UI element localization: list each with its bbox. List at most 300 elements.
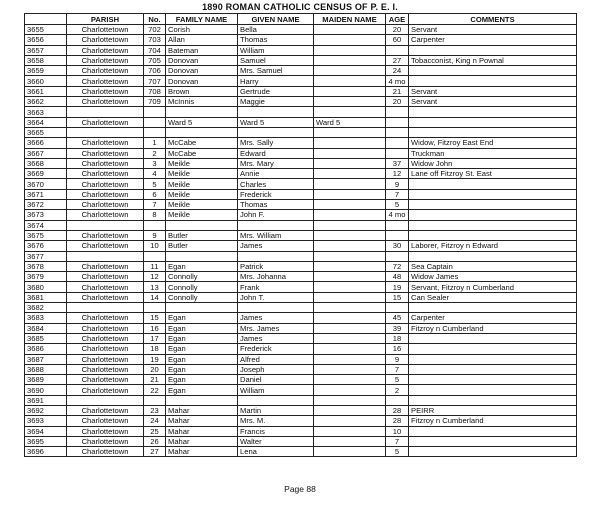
- cell-comments: [409, 385, 577, 395]
- cell-comments: Fitzroy n Cumberland: [409, 323, 577, 333]
- table-row: [25, 127, 577, 137]
- cell-maiden-name: [314, 323, 386, 333]
- table-row: [25, 76, 577, 86]
- page-title: 1890 ROMAN CATHOLIC CENSUS OF P. E. I.: [202, 2, 398, 12]
- cell-parish: Charlottetown: [67, 189, 144, 199]
- column-header-number: No.: [144, 14, 166, 25]
- cell-age: 7: [386, 364, 409, 374]
- cell-record-number: 3666: [25, 138, 67, 148]
- cell-maiden-name: [314, 220, 386, 230]
- table-row: [25, 364, 577, 374]
- cell-maiden-name: [314, 447, 386, 457]
- cell-age: [386, 138, 409, 148]
- cell-age: 37: [386, 158, 409, 168]
- cell-household-number: 705: [144, 55, 166, 65]
- cell-household-number: 3: [144, 158, 166, 168]
- cell-comments: [409, 220, 577, 230]
- cell-maiden-name: [314, 45, 386, 55]
- cell-age: [386, 127, 409, 137]
- cell-household-number: 15: [144, 313, 166, 323]
- column-header-age: AGE: [386, 14, 409, 25]
- table-row: [25, 272, 577, 282]
- cell-record-number: 3656: [25, 35, 67, 45]
- table-row: [25, 261, 577, 271]
- cell-parish: Charlottetown: [67, 344, 144, 354]
- cell-maiden-name: [314, 55, 386, 65]
- cell-comments: Widow John: [409, 158, 577, 168]
- cell-age: 21: [386, 86, 409, 96]
- cell-parish: Charlottetown: [67, 158, 144, 168]
- cell-given-name: Harry: [238, 76, 314, 86]
- column-header-maiden-name: MAIDEN NAME: [314, 14, 386, 25]
- cell-maiden-name: [314, 292, 386, 302]
- cell-comments: Servant: [409, 25, 577, 35]
- census-table: [24, 13, 577, 457]
- cell-household-number: 22: [144, 385, 166, 395]
- cell-maiden-name: [314, 261, 386, 271]
- cell-age: [386, 148, 409, 158]
- cell-age: 60: [386, 35, 409, 45]
- cell-given-name: James: [238, 241, 314, 251]
- table-row: [25, 210, 577, 220]
- cell-record-number: 3692: [25, 405, 67, 415]
- cell-household-number: 23: [144, 405, 166, 415]
- cell-maiden-name: [314, 416, 386, 426]
- cell-household-number: 17: [144, 333, 166, 343]
- cell-record-number: 3659: [25, 66, 67, 76]
- cell-comments: Can Sealer: [409, 292, 577, 302]
- cell-age: [386, 395, 409, 405]
- cell-family-name: Egan: [166, 364, 238, 374]
- cell-family-name: Egan: [166, 323, 238, 333]
- cell-record-number: 3696: [25, 447, 67, 457]
- table-row: [25, 292, 577, 302]
- cell-maiden-name: [314, 395, 386, 405]
- cell-family-name: Connolly: [166, 272, 238, 282]
- cell-family-name: Egan: [166, 344, 238, 354]
- cell-household-number: 5: [144, 179, 166, 189]
- cell-family-name: Ward 5: [166, 117, 238, 127]
- cell-maiden-name: [314, 282, 386, 292]
- cell-family-name: [166, 107, 238, 117]
- cell-comments: [409, 179, 577, 189]
- cell-household-number: 2: [144, 148, 166, 158]
- cell-age: [386, 117, 409, 127]
- cell-record-number: 3665: [25, 127, 67, 137]
- cell-comments: Servant: [409, 97, 577, 107]
- cell-comments: [409, 210, 577, 220]
- cell-maiden-name: [314, 189, 386, 199]
- cell-parish: Charlottetown: [67, 25, 144, 35]
- cell-household-number: 707: [144, 76, 166, 86]
- cell-parish: Charlottetown: [67, 86, 144, 96]
- cell-record-number: 3694: [25, 426, 67, 436]
- cell-age: [386, 107, 409, 117]
- cell-comments: [409, 426, 577, 436]
- cell-household-number: [144, 251, 166, 261]
- cell-family-name: Mahar: [166, 436, 238, 446]
- cell-given-name: Mrs. Sally: [238, 138, 314, 148]
- cell-given-name: [238, 251, 314, 261]
- cell-parish: Charlottetown: [67, 272, 144, 282]
- cell-family-name: McCabe: [166, 148, 238, 158]
- cell-household-number: 27: [144, 447, 166, 457]
- cell-maiden-name: [314, 375, 386, 385]
- cell-age: [386, 303, 409, 313]
- cell-parish: Charlottetown: [67, 354, 144, 364]
- table-row: [25, 138, 577, 148]
- cell-record-number: 3662: [25, 97, 67, 107]
- cell-given-name: [238, 127, 314, 137]
- cell-household-number: 24: [144, 416, 166, 426]
- cell-comments: [409, 189, 577, 199]
- cell-family-name: Meikle: [166, 158, 238, 168]
- cell-household-number: 704: [144, 45, 166, 55]
- cell-given-name: Mrs. Johanna: [238, 272, 314, 282]
- cell-given-name: William: [238, 385, 314, 395]
- cell-given-name: Edward: [238, 148, 314, 158]
- table-row: [25, 97, 577, 107]
- cell-record-number: 3657: [25, 45, 67, 55]
- cell-household-number: 14: [144, 292, 166, 302]
- cell-parish: [67, 127, 144, 137]
- cell-family-name: Egan: [166, 313, 238, 323]
- cell-household-number: 7: [144, 200, 166, 210]
- cell-parish: Charlottetown: [67, 333, 144, 343]
- cell-given-name: William: [238, 45, 314, 55]
- cell-record-number: 3661: [25, 86, 67, 96]
- cell-parish: Charlottetown: [67, 55, 144, 65]
- cell-maiden-name: [314, 107, 386, 117]
- cell-age: 45: [386, 313, 409, 323]
- cell-maiden-name: [314, 148, 386, 158]
- cell-age: 27: [386, 55, 409, 65]
- cell-family-name: Meikle: [166, 200, 238, 210]
- cell-age: 5: [386, 375, 409, 385]
- cell-parish: Charlottetown: [67, 416, 144, 426]
- cell-household-number: 13: [144, 282, 166, 292]
- cell-parish: Charlottetown: [67, 35, 144, 45]
- cell-age: 10: [386, 426, 409, 436]
- cell-age: 20: [386, 97, 409, 107]
- cell-record-number: 3672: [25, 200, 67, 210]
- cell-parish: [67, 395, 144, 405]
- cell-parish: Charlottetown: [67, 148, 144, 158]
- cell-maiden-name: [314, 313, 386, 323]
- cell-age: 39: [386, 323, 409, 333]
- cell-household-number: 19: [144, 354, 166, 364]
- cell-maiden-name: [314, 76, 386, 86]
- cell-parish: [67, 107, 144, 117]
- cell-record-number: 3677: [25, 251, 67, 261]
- cell-household-number: 708: [144, 86, 166, 96]
- cell-record-number: 3675: [25, 230, 67, 240]
- table-row: [25, 241, 577, 251]
- column-header-family-name: FAMILY NAME: [166, 14, 238, 25]
- cell-comments: [409, 127, 577, 137]
- cell-household-number: 702: [144, 25, 166, 35]
- table-row: [25, 323, 577, 333]
- cell-comments: PEIRR: [409, 405, 577, 415]
- cell-maiden-name: [314, 405, 386, 415]
- census-body: [25, 25, 577, 457]
- cell-record-number: 3671: [25, 189, 67, 199]
- cell-parish: Charlottetown: [67, 169, 144, 179]
- cell-age: [386, 230, 409, 240]
- cell-given-name: James: [238, 313, 314, 323]
- cell-family-name: Brown: [166, 86, 238, 96]
- cell-comments: [409, 107, 577, 117]
- cell-comments: [409, 303, 577, 313]
- cell-maiden-name: [314, 251, 386, 261]
- table-row: [25, 179, 577, 189]
- cell-record-number: 3695: [25, 436, 67, 446]
- table-row: [25, 333, 577, 343]
- cell-given-name: Lena: [238, 447, 314, 457]
- cell-given-name: Annie: [238, 169, 314, 179]
- cell-family-name: Meikle: [166, 179, 238, 189]
- cell-given-name: Walter: [238, 436, 314, 446]
- cell-household-number: [144, 107, 166, 117]
- cell-given-name: Thomas: [238, 200, 314, 210]
- cell-age: 28: [386, 405, 409, 415]
- cell-maiden-name: [314, 66, 386, 76]
- cell-household-number: 6: [144, 189, 166, 199]
- cell-age: 12: [386, 169, 409, 179]
- cell-age: 24: [386, 66, 409, 76]
- cell-record-number: 3685: [25, 333, 67, 343]
- cell-household-number: 21: [144, 375, 166, 385]
- cell-parish: Charlottetown: [67, 385, 144, 395]
- cell-given-name: James: [238, 333, 314, 343]
- cell-household-number: [144, 127, 166, 137]
- cell-household-number: [144, 117, 166, 127]
- cell-parish: Charlottetown: [67, 313, 144, 323]
- cell-maiden-name: [314, 200, 386, 210]
- table-row: [25, 436, 577, 446]
- cell-household-number: 26: [144, 436, 166, 446]
- cell-record-number: 3682: [25, 303, 67, 313]
- cell-parish: Charlottetown: [67, 364, 144, 374]
- cell-comments: Laborer, Fitzroy n Edward: [409, 241, 577, 251]
- cell-given-name: John T.: [238, 292, 314, 302]
- cell-maiden-name: [314, 436, 386, 446]
- cell-comments: Tobacconist, King n Pownal: [409, 55, 577, 65]
- cell-given-name: Samuel: [238, 55, 314, 65]
- cell-household-number: 703: [144, 35, 166, 45]
- cell-record-number: 3660: [25, 76, 67, 86]
- cell-family-name: Donovan: [166, 55, 238, 65]
- cell-comments: Fitzroy n Cumberland: [409, 416, 577, 426]
- cell-household-number: 16: [144, 323, 166, 333]
- cell-given-name: Gertrude: [238, 86, 314, 96]
- cell-parish: Charlottetown: [67, 230, 144, 240]
- cell-family-name: Egan: [166, 333, 238, 343]
- table-row: [25, 447, 577, 457]
- cell-given-name: Alfred: [238, 354, 314, 364]
- cell-age: 48: [386, 272, 409, 282]
- cell-age: 28: [386, 416, 409, 426]
- cell-maiden-name: [314, 333, 386, 343]
- cell-given-name: Francis: [238, 426, 314, 436]
- table-row: [25, 158, 577, 168]
- cell-parish: Charlottetown: [67, 436, 144, 446]
- cell-comments: [409, 447, 577, 457]
- table-row: [25, 220, 577, 230]
- cell-family-name: [166, 303, 238, 313]
- cell-given-name: [238, 220, 314, 230]
- cell-family-name: [166, 127, 238, 137]
- table-row: [25, 405, 577, 415]
- cell-given-name: Frank: [238, 282, 314, 292]
- cell-age: 19: [386, 282, 409, 292]
- cell-age: 5: [386, 200, 409, 210]
- cell-record-number: 3670: [25, 179, 67, 189]
- cell-family-name: Egan: [166, 354, 238, 364]
- cell-parish: Charlottetown: [67, 117, 144, 127]
- cell-age: 18: [386, 333, 409, 343]
- cell-comments: Widow James: [409, 272, 577, 282]
- table-row: [25, 354, 577, 364]
- cell-given-name: Daniel: [238, 375, 314, 385]
- cell-age: [386, 251, 409, 261]
- cell-record-number: 3688: [25, 364, 67, 374]
- cell-comments: [409, 117, 577, 127]
- cell-household-number: [144, 220, 166, 230]
- cell-record-number: 3678: [25, 261, 67, 271]
- cell-parish: [67, 220, 144, 230]
- cell-given-name: Martin: [238, 405, 314, 415]
- cell-household-number: 9: [144, 230, 166, 240]
- table-row: [25, 282, 577, 292]
- cell-record-number: 3669: [25, 169, 67, 179]
- table-row: [25, 230, 577, 240]
- cell-parish: Charlottetown: [67, 138, 144, 148]
- cell-maiden-name: [314, 303, 386, 313]
- table-row: [25, 200, 577, 210]
- cell-family-name: Mahar: [166, 447, 238, 457]
- cell-family-name: Allan: [166, 35, 238, 45]
- cell-parish: Charlottetown: [67, 261, 144, 271]
- cell-maiden-name: [314, 344, 386, 354]
- table-row: [25, 344, 577, 354]
- cell-parish: Charlottetown: [67, 323, 144, 333]
- cell-family-name: McCabe: [166, 138, 238, 148]
- cell-record-number: 3689: [25, 375, 67, 385]
- cell-age: 9: [386, 179, 409, 189]
- cell-given-name: Patrick: [238, 261, 314, 271]
- cell-family-name: [166, 395, 238, 405]
- cell-record-number: 3658: [25, 55, 67, 65]
- cell-age: 15: [386, 292, 409, 302]
- column-header-comments: COMMENTS: [409, 14, 577, 25]
- cell-family-name: [166, 220, 238, 230]
- cell-parish: Charlottetown: [67, 292, 144, 302]
- cell-record-number: 3687: [25, 354, 67, 364]
- cell-family-name: Connolly: [166, 282, 238, 292]
- cell-family-name: Meikle: [166, 210, 238, 220]
- cell-household-number: 709: [144, 97, 166, 107]
- cell-given-name: Mrs. Mary: [238, 158, 314, 168]
- cell-maiden-name: [314, 364, 386, 374]
- table-row: [25, 25, 577, 35]
- cell-record-number: 3655: [25, 25, 67, 35]
- cell-family-name: Connolly: [166, 292, 238, 302]
- cell-household-number: 25: [144, 426, 166, 436]
- cell-record-number: 3680: [25, 282, 67, 292]
- cell-given-name: Ward 5: [238, 117, 314, 127]
- cell-parish: Charlottetown: [67, 179, 144, 189]
- cell-given-name: [238, 303, 314, 313]
- table-row: [25, 416, 577, 426]
- cell-parish: Charlottetown: [67, 76, 144, 86]
- cell-record-number: 3674: [25, 220, 67, 230]
- cell-comments: Lane off Fitzroy St. East: [409, 169, 577, 179]
- table-row: [25, 385, 577, 395]
- table-row: [25, 251, 577, 261]
- column-header-record: [25, 14, 67, 25]
- cell-family-name: Meikle: [166, 189, 238, 199]
- cell-record-number: 3663: [25, 107, 67, 117]
- cell-age: 7: [386, 189, 409, 199]
- cell-record-number: 3683: [25, 313, 67, 323]
- table-row: [25, 395, 577, 405]
- header-row: [25, 14, 577, 25]
- table-row: [25, 375, 577, 385]
- cell-comments: Truckman: [409, 148, 577, 158]
- cell-given-name: Mrs. William: [238, 230, 314, 240]
- table-row: [25, 169, 577, 179]
- cell-family-name: Meikle: [166, 169, 238, 179]
- cell-maiden-name: [314, 97, 386, 107]
- cell-household-number: [144, 395, 166, 405]
- cell-record-number: 3684: [25, 323, 67, 333]
- table-row: [25, 148, 577, 158]
- cell-parish: Charlottetown: [67, 200, 144, 210]
- cell-comments: [409, 230, 577, 240]
- cell-household-number: 10: [144, 241, 166, 251]
- cell-given-name: Mrs. Samuel: [238, 66, 314, 76]
- cell-maiden-name: [314, 241, 386, 251]
- cell-maiden-name: [314, 210, 386, 220]
- cell-given-name: Charles: [238, 179, 314, 189]
- cell-comments: [409, 344, 577, 354]
- cell-family-name: Donovan: [166, 66, 238, 76]
- cell-household-number: 1: [144, 138, 166, 148]
- cell-record-number: 3664: [25, 117, 67, 127]
- cell-given-name: Frederick: [238, 344, 314, 354]
- cell-family-name: Egan: [166, 385, 238, 395]
- table-row: [25, 189, 577, 199]
- cell-maiden-name: [314, 86, 386, 96]
- cell-family-name: Egan: [166, 375, 238, 385]
- cell-parish: Charlottetown: [67, 241, 144, 251]
- table-row: [25, 66, 577, 76]
- cell-age: 7: [386, 436, 409, 446]
- cell-given-name: Mrs. James: [238, 323, 314, 333]
- cell-parish: Charlottetown: [67, 426, 144, 436]
- cell-given-name: Maggie: [238, 97, 314, 107]
- cell-record-number: 3681: [25, 292, 67, 302]
- cell-record-number: 3676: [25, 241, 67, 251]
- cell-family-name: Mahar: [166, 426, 238, 436]
- cell-household-number: 12: [144, 272, 166, 282]
- cell-given-name: Mrs. M.: [238, 416, 314, 426]
- cell-age: [386, 45, 409, 55]
- cell-comments: [409, 200, 577, 210]
- cell-household-number: 4: [144, 169, 166, 179]
- cell-age: [386, 220, 409, 230]
